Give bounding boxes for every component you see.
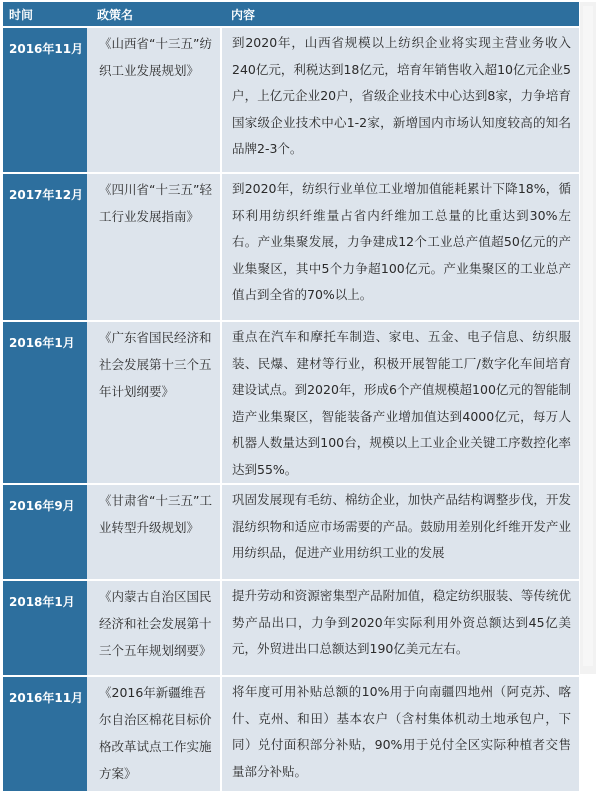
row-time: 2016年11月 (3, 27, 87, 173)
row-time: 2016年11月 (3, 676, 87, 792)
policy-table (3, 2, 579, 793)
row-content: 巩固发展现有毛纺、棉纺企业，加快产品结构调整步伐，开发混纺织物和适应市场需要的产品。鼓励用差别化纤维开发产业用纺织品，促进产业用纺织工业的发展 (221, 484, 579, 580)
row-time: 2017年12月 (3, 173, 87, 321)
policy-table-container (3, 2, 579, 793)
row-policy: 《内蒙古自治区国民经济和社会发展第十三个五年规划纲要》 (87, 580, 221, 676)
row-policy: 《山西省“十三五”纺织工业发展规划》 (87, 27, 221, 173)
row-policy: 《广东省国民经济和社会发展第十三个五年计划纲要》 (87, 321, 221, 484)
row-time: 2016年1月 (3, 321, 87, 484)
table-row (3, 676, 579, 792)
table-header-row (3, 2, 579, 27)
row-content: 将年度可用补贴总额的10%用于向南疆四地州（阿克苏、喀什、克州、和田）基本农户（含村集体机动土地承包户，下同）兑付面积部分补贴，90%用于兑付全区实际种植者交售量部分补贴。 (221, 676, 579, 792)
scrollbar-thumb[interactable] (583, 6, 593, 666)
table-row (3, 580, 579, 676)
table-row (3, 321, 579, 484)
row-content: 重点在汽车和摩托车制造、家电、五金、电子信息、纺织服装、民爆、建材等行业，积极开展智能工厂/数字化车间培育建设试点。到2020年，形成6个产值规模超100亿元的智能制造产业集聚区，智能装备产业增加值达到4000亿元，每万人机器人数量达到100台，规模以上工业企业关键工序数控化率达到55%。 (221, 321, 579, 484)
row-policy: 《甘肃省“十三五”工业转型升级规划》 (87, 484, 221, 580)
table-row (3, 27, 579, 173)
header-content: 内容 (221, 2, 579, 27)
row-content: 到2020年，山西省规模以上纺织企业将实现主营业务收入240亿元，利税达到18亿元，培育年销售收入超10亿元企业5户，上亿元企业20户，省级企业技术中心达到8家，力争培育国家级企业技术中心1-2家，新增国内市场认知度较高的知名品牌2-3个。 (221, 27, 579, 173)
vertical-scrollbar[interactable] (580, 2, 596, 674)
row-time: 2018年1月 (3, 580, 87, 676)
row-time: 2016年9月 (3, 484, 87, 580)
row-policy: 《2016年新疆维吾尔自治区棉花目标价格改革试点工作实施方案》 (87, 676, 221, 792)
row-content: 到2020年，纺织行业单位工业增加值能耗累计下降18%，循环利用纺织纤维量占省内纤维加工总量的比重达到30%左右。产业集聚发展，力争建成12个工业总产值超50亿元的产业集聚区，其中5个力争超100亿元。产业集聚区的工业总产值占到全省的70%以上。 (221, 173, 579, 321)
table-row (3, 173, 579, 321)
header-policy: 政策名 (87, 2, 221, 27)
table-row (3, 484, 579, 580)
row-policy: 《四川省“十三五”轻工行业发展指南》 (87, 173, 221, 321)
row-content: 提升劳动和资源密集型产品附加值，稳定纺织服装、等传统优势产品出口，力争到2020年实际利用外资总额达到45亿美元，外贸进出口总额达到190亿美元左右。 (221, 580, 579, 676)
header-time: 时间 (3, 2, 87, 27)
